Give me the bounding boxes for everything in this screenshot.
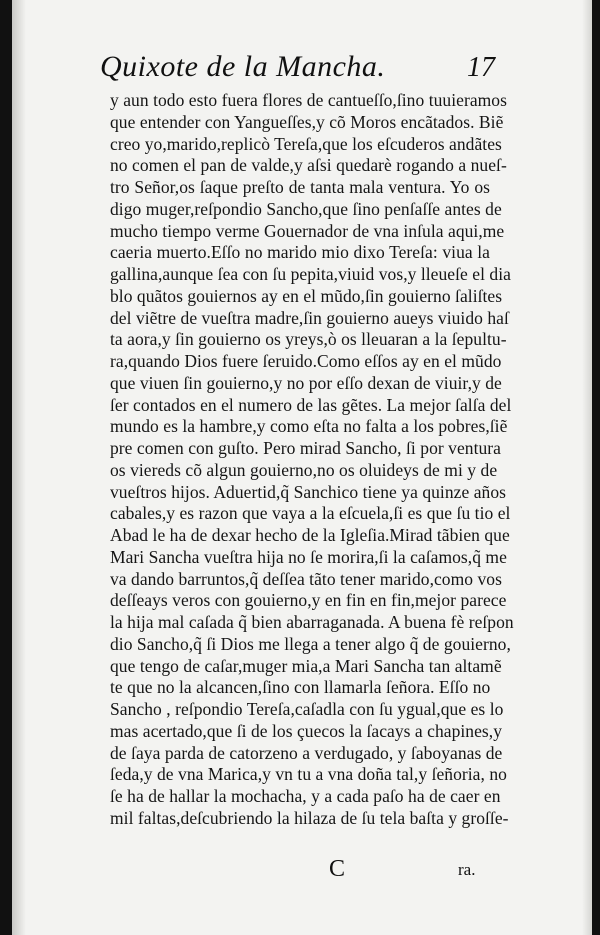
text-line: mundo es la hambre,y como eſta no falta a los pobres,ſiẽ	[110, 416, 508, 437]
text-line: creo yo,marido,replicò Tereſa,que los eſcuderos andãtes	[110, 133, 502, 154]
text-line: la hija mal caſada q̃ bien abarraganada. A buena fè reſpon	[110, 612, 514, 632]
text-line: ra,quando Dios fuere ſeruido.Como eſſos ay en el mũdo	[110, 351, 502, 371]
page-header	[100, 50, 495, 90]
running-head: Quixote de la Mancha.	[100, 50, 386, 83]
text-line: y aun todo esto fuera flores de cantueſſo,ſino tuuieramos	[110, 90, 507, 110]
text-line: cabales,y es razon que vaya a la eſcuela,ſi es que ſu tio el	[110, 503, 511, 524]
signature-mark: C	[329, 856, 346, 882]
page-gutter-shadow	[12, 0, 26, 935]
text-line: digo muger,reſpondio Sancho,que ſino penſaſſe antes de	[110, 198, 502, 219]
text-line: gallina,aunque ſea con ſu pepita,viuid vos,y lleueſe el dia	[110, 264, 511, 284]
text-line: que tengo de caſar,muger mia,a Mari Sancha tan altamẽ	[110, 655, 502, 676]
text-line: Abad le ha de dexar hecho de la Igleſia.Mirad tãbien que	[110, 525, 510, 545]
text-line: te que no la alcancen,ſino con llamarla ſeñora. Eſſo no	[110, 677, 491, 698]
text-line: mil faltas,deſcubriendo la hilaza de ſu tela baſta y groſſe-	[110, 807, 509, 828]
text-line: va dando barruntos,q̃ deſſea tãto tener marido,como vos	[110, 568, 502, 589]
body-text	[110, 90, 514, 830]
text-line: no comen el pan de valde,y aſsi quedarè rogando a nueſ-	[110, 155, 507, 176]
text-line: deſſeays veros con gouierno,y en fin en fin,mejor parece	[110, 590, 507, 611]
text-line: mucho tiempo verme Gouernador de vna inſula aqui,me	[110, 220, 505, 241]
text-line: vueſtros hijos. Aduertid,q̃ Sanchico tiene ya quinze años	[110, 481, 506, 502]
text-line: Sancho , reſpondio Tereſa,caſadla con ſu ygual,que es lo	[110, 699, 504, 719]
text-line: ſer contados en el numero de las gẽtes. La mejor ſalſa del	[110, 394, 512, 415]
text-line: del viẽtre de vueſtra madre,ſin gouierno aueys viuido haſ	[110, 307, 509, 328]
page-number: 17	[467, 52, 495, 83]
catchword: ra.	[458, 860, 476, 879]
text-line: ſeda,y de vna Marica,y vn tu a vna doña tal,y ſeñoria, no	[110, 764, 507, 785]
text-line: os viereds cõ algun gouierno,no os oluideys de mi y de	[110, 459, 498, 480]
text-line: dio Sancho,q̃ ſi Dios me llega a tener algo q̃ de gouierno,	[110, 633, 511, 654]
text-line: ta aora,y ſin gouierno os yreys,ò os lleuaran a la ſepultu-	[110, 329, 507, 350]
text-line: que entender con Yangueſſes,y cõ Moros encãtados. Biẽ	[110, 111, 504, 132]
text-line: que viuen ſin gouierno,y no por eſſo dexan de viuir,y de	[110, 372, 502, 393]
text-line: blo quãtos gouiernos ay en el mũdo,ſin gouierno ſaliſtes	[110, 285, 503, 306]
text-line: tro Señor,os ſaque preſto de tanta mala ventura. Yo os	[110, 177, 490, 197]
text-line: ſe ha de hallar la mochacha, y a cada paſo ha de caer en	[110, 786, 501, 806]
text-line: Mari Sancha vueſtra hija no ſe morira,ſi la caſamos,q̃ me	[110, 546, 507, 567]
text-line: de ſaya parda de catorzeno a verdugado, y ſaboyanas de	[110, 742, 503, 763]
text-line: caeria muerto.Eſſo no marido mio dixo Tereſa: viua la	[110, 242, 490, 263]
text-line: pre comen con guſto. Pero mirad Sancho, ſi por ventura	[110, 438, 501, 458]
page-edge-shadow	[582, 0, 592, 935]
text-line: mas acertado,que ſi de los çuecos la ſacays a chapines,y	[110, 720, 503, 741]
